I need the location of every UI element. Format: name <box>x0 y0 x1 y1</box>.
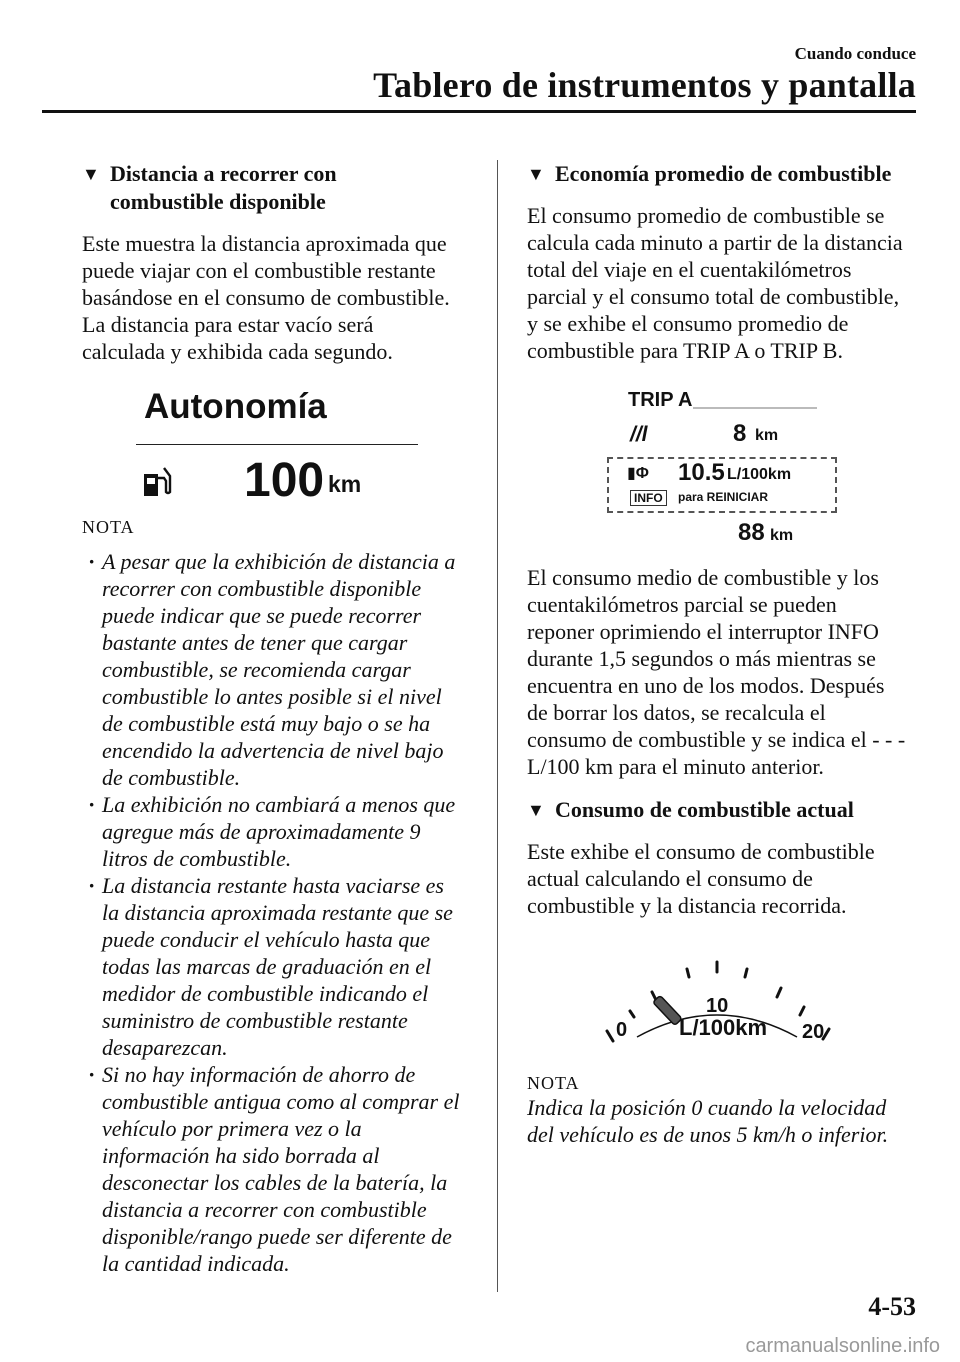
range-unit: km <box>328 471 362 497</box>
range-rule <box>136 444 418 445</box>
trip-distance-icon: //l <box>630 423 648 446</box>
heading-range <box>82 160 482 216</box>
range-display-figure <box>82 387 482 507</box>
reset-label: para REINICIAR <box>678 490 769 504</box>
nota-label: NOTA <box>82 517 135 537</box>
range-title: Autonomía <box>144 387 327 426</box>
trip-display-figure <box>527 389 922 554</box>
fuel-economy-icon: ▮Φ <box>627 465 649 482</box>
trip-title-line <box>693 407 817 409</box>
triangle-bullet-icon: ▼ <box>82 164 100 184</box>
trip-distance-value: 8 <box>733 420 747 447</box>
range-value: 100 <box>244 454 325 507</box>
average-economy-description: El consumo promedio de combustible se calcula cada minuto a partir de la distancia total del viaje en el cuentakilómetros parcial y el consumo total de combustible, y se exhibe el consumo promedio de combustible para TRIP A o TRIP B. <box>527 203 903 363</box>
section-label: Cuando conduce <box>794 44 916 63</box>
watermark: carmanualsonline.info <box>745 1335 940 1357</box>
triangle-bullet-icon: ▼ <box>527 800 545 820</box>
heading-current-consumption: ▼ Consumo de combustible actual <box>527 797 854 822</box>
gauge-max-label: 20 <box>802 1021 825 1043</box>
reset-description: El consumo medio de combustible y los cuentakilómetros parcial se pueden reponer oprimiendo el interruptor INFO durante 1,5 segundos o más mientras se encuentra en uno de los modos. Después de borrar los datos, se recalcula el consumo de combustible y se indica el - - - L/100 km para el minuto anterior. <box>527 565 906 779</box>
range-description: Este muestra la distancia aproximada que puede viajar con el combustible restante basándose en el consumo de combustible. La distancia para estar vacío será calculada y exhibida cada segundo. <box>82 231 450 364</box>
fuel-pump-icon <box>142 462 176 498</box>
nota-item: · La exhibición no cambiará a menos que agregue más de aproximadamente 9 litros de combustible. <box>82 791 482 872</box>
current-consumption-description: Este exhibe el consumo de combustible actual calculando el consumo de combustible y la distancia recorrida. <box>527 839 875 918</box>
trip-economy-unit: L/100km <box>727 466 792 483</box>
page-title: Tablero de instrumentos y pantalla <box>373 65 916 105</box>
trip-distance-unit: km <box>755 427 779 444</box>
nota-item: · A pesar que la exhibición de distancia a recorrer con combustible disponible puede indicar que se puede recorrer bastante antes de tener que cargar combustible, se recomienda cargar combustible lo antes posible si el nivel de combustible está muy bajo o se ha encendido la advertencia de nivel bajo de combustible. <box>82 548 482 791</box>
nota-list <box>82 548 482 1277</box>
header-rule <box>42 110 916 113</box>
heading-line: combustible disponible <box>110 189 326 214</box>
nota-item: · La distancia restante hasta vaciarse es la distancia aproximada restante que se puede conducir el vehículo hasta que todas las marcas de graduación en el medidor de combustible indicando el suministro de combustible restante desaparezcan. <box>82 872 482 1061</box>
right-column <box>527 160 922 1148</box>
heading-average-economy: ▼ Economía promedio de combustible <box>527 161 892 186</box>
heading-line: Distancia a recorrer con <box>110 161 337 186</box>
gauge-needle <box>653 995 682 1025</box>
column-divider <box>497 160 498 1292</box>
info-badge: INFO <box>630 490 667 506</box>
odometer-unit: km <box>770 527 794 544</box>
page-number: 4-53 <box>868 1292 916 1321</box>
nota-label-right: NOTA <box>527 1073 580 1093</box>
consumption-gauge-figure <box>527 945 922 1055</box>
nota-text-right: Indica la posición 0 cuando la velocidad del vehículo es de unos 5 km/h o inferior. <box>527 1095 889 1147</box>
gauge-mid-label: 10 <box>706 995 729 1017</box>
trip-title: TRIP A <box>628 389 693 411</box>
gauge-unit-label: L/100km <box>679 1015 768 1040</box>
odometer-value: 88 <box>738 519 765 546</box>
trip-economy-value: 10.5 <box>678 459 725 486</box>
gauge-min-label: 0 <box>616 1019 628 1041</box>
nota-item: · Si no hay información de ahorro de combustible antigua como al comprar el vehículo por primera vez o la información ha sido borrada al desconectar los cables de la batería, la distancia a recorrer con combustible disponible/rango puede ser diferente de la cantidad indicada. <box>82 1061 482 1277</box>
left-column <box>82 160 482 1277</box>
triangle-bullet-icon: ▼ <box>527 164 545 184</box>
